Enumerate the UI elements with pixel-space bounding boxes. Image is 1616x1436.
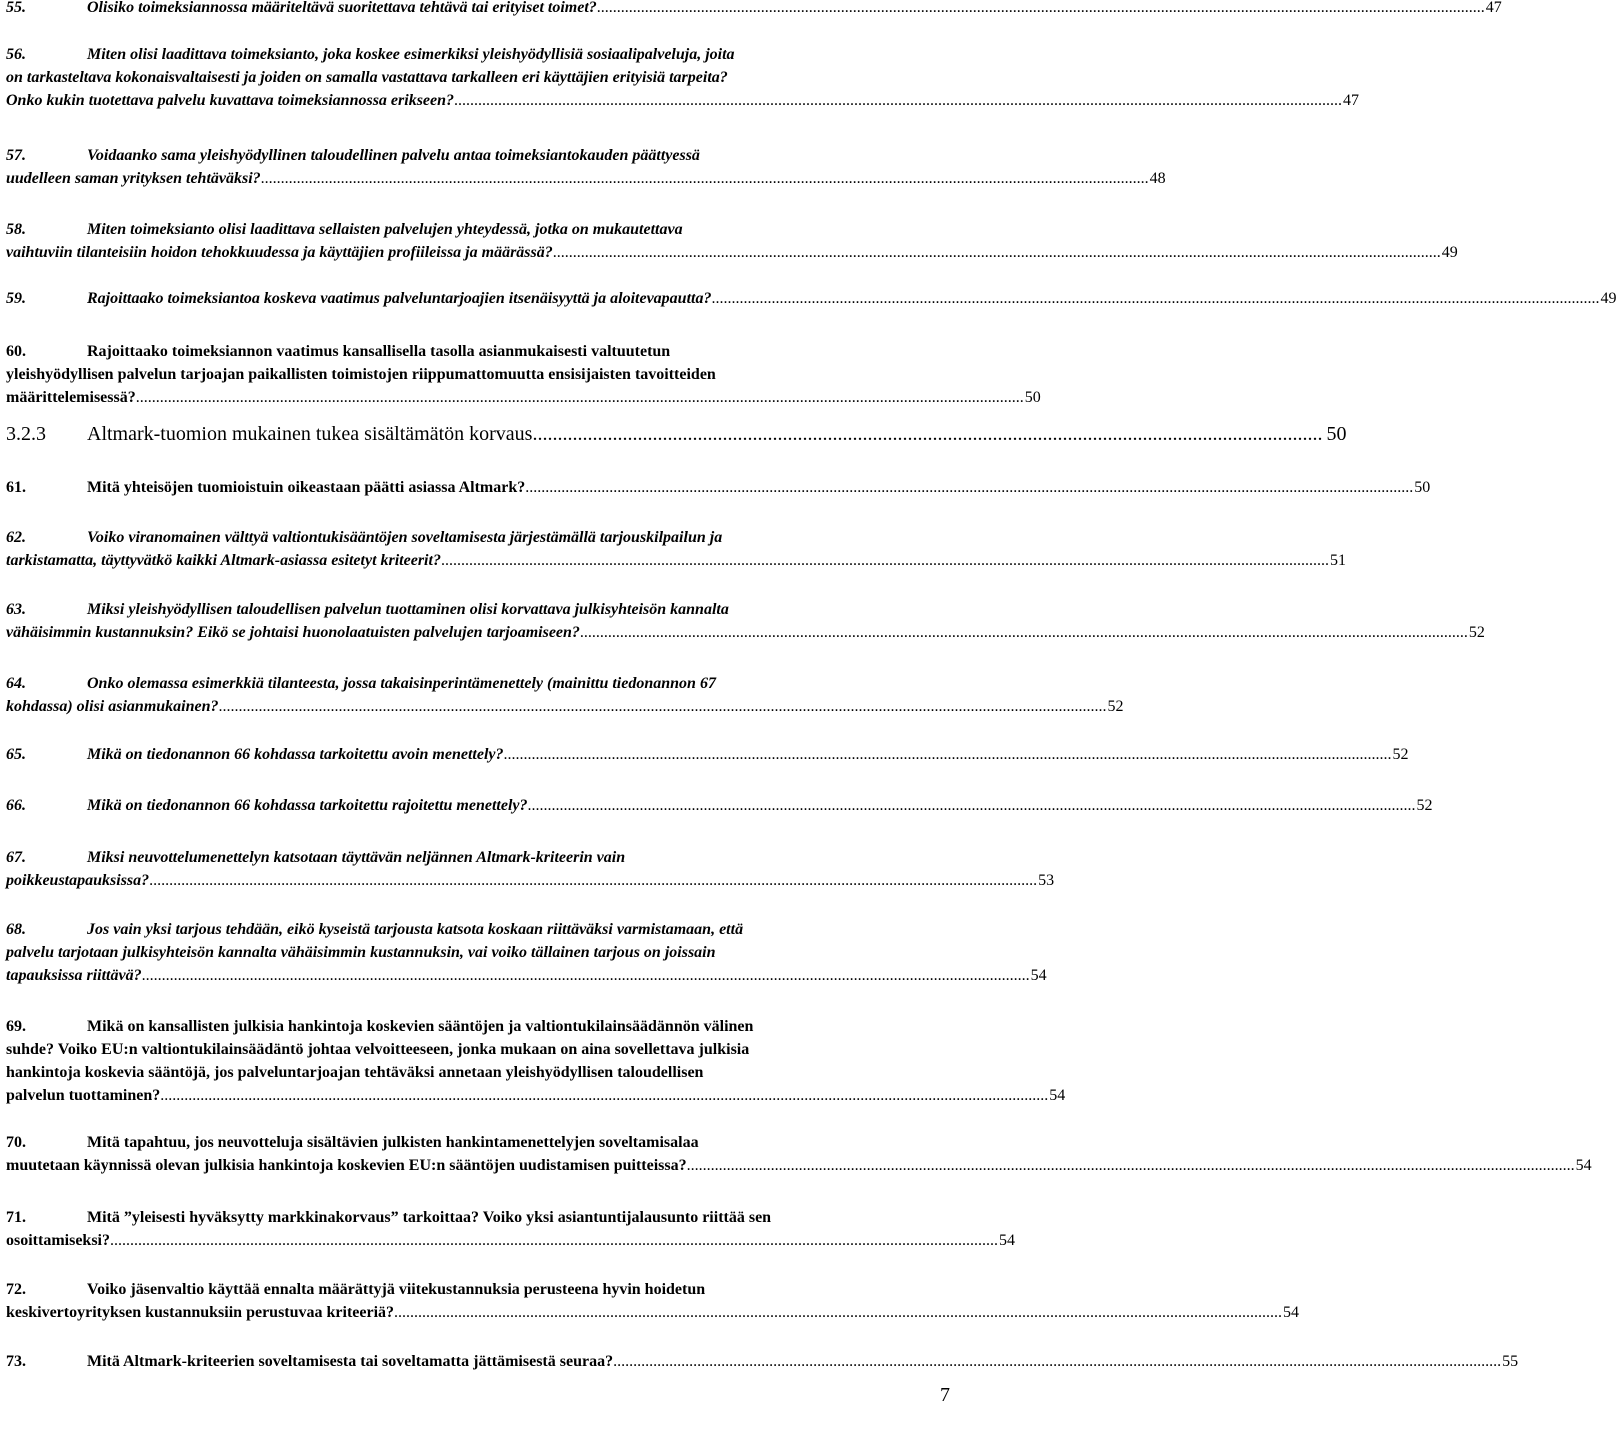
dot-leader (528, 794, 1416, 817)
toc-entry-61[interactable] (6, 476, 1431, 499)
toc-entry-70[interactable] (6, 1131, 1592, 1177)
dot-leader (110, 1229, 998, 1252)
toc-entry-57[interactable] (6, 144, 1166, 190)
dot-leader (525, 476, 1413, 499)
entry-number: 73. (6, 1353, 26, 1370)
entry-text: Miten toimeksianto olisi laadittava sellaisten palvelujen yhteydessä, jotka on mukautettava (87, 221, 683, 238)
toc-entry-55[interactable] (6, 0, 1502, 19)
entry-number: 72. (6, 1281, 26, 1298)
entry-text: palvelun tuottaminen? (6, 1087, 161, 1104)
entry-text: Voiko jäsenvaltio käyttää ennalta määrättyjä viitekustannuksia perusteena hyvin hoidetun (87, 1281, 706, 1298)
entry-text: on tarkasteltava kokonaisvaltaisesti ja joiden on samalla vastattava tarkalleen eri käyttäjien erityisiä tarpeita? (6, 69, 728, 86)
dot-leader (219, 695, 1107, 718)
entry-number: 62. (6, 529, 26, 546)
entry-text: Mitä tapahtuu, jos neuvotteluja sisältävien julkisten hankintamenettelyjen soveltamisalaa (87, 1134, 699, 1151)
page-number: 7 (940, 1384, 950, 1406)
entry-page: 55 (1502, 1353, 1519, 1370)
entry-text: Miksi neuvottelumenettelyn katsotaan täyttävän neljännen Altmark-kriteerin vain (87, 849, 626, 866)
dot-leader (454, 89, 1342, 112)
entry-number: 58. (6, 221, 26, 238)
entry-number: 67. (6, 849, 26, 866)
entry-page: 54 (1575, 1157, 1592, 1174)
dot-leader (580, 621, 1468, 644)
entry-text: Rajoittaako toimeksiannon vaatimus kansallisella tasolla asianmukaisesti valtuutetun (87, 343, 671, 360)
toc-entry-62[interactable] (6, 526, 1346, 572)
entry-page: 52 (1416, 797, 1433, 814)
entry-number: 65. (6, 746, 26, 763)
dot-leader (711, 287, 1599, 310)
entry-page: 52 (1468, 624, 1485, 641)
dot-leader (261, 167, 1149, 190)
dot-leader (687, 1154, 1575, 1177)
entry-page: 47 (1485, 0, 1502, 16)
entry-text: Mikä on tiedonannon 66 kohdassa tarkoitettu rajoitettu menettely? (87, 797, 528, 814)
toc-entry-71[interactable] (6, 1206, 1015, 1252)
entry-text: Rajoittaako toimeksiantoa koskeva vaatimus palveluntarjoajien itsenäisyyttä ja aloitevapautta? (87, 290, 712, 307)
dot-leader: .............................................................................................................................................................. (532, 423, 1323, 445)
toc-entry-56[interactable] (6, 43, 1360, 112)
section-page: 50 (1326, 423, 1347, 445)
entry-number: 66. (6, 797, 26, 814)
entry-page: 54 (1030, 967, 1047, 984)
entry-text: palvelu tarjotaan julkisyhteisön kannalta vähäisimmin kustannuksin, vai voiko tällainen tarjous on joissain (6, 944, 716, 961)
entry-text: tarkistamatta, täyttyvätkö kaikki Altmark-asiassa esitetyt kriteerit? (6, 552, 441, 569)
entry-number: 59. (6, 290, 26, 307)
entry-text: Miten olisi laadittava toimeksianto, joka koskee esimerkiksi yleishyödyllisiä sosiaalipalveluja, joita (87, 46, 735, 63)
entry-number: 56. (6, 46, 26, 63)
entry-text: Olisiko toimeksiannossa määriteltävä suoritettava tehtävä tai erityiset toimet? (87, 0, 597, 16)
dot-leader (597, 0, 1485, 19)
toc-section-heading[interactable] (6, 421, 1347, 447)
entry-page: 54 (999, 1232, 1015, 1249)
dot-leader (160, 1084, 1048, 1107)
toc-entry-63[interactable] (6, 598, 1485, 644)
entry-text: Mitä ”yleisesti hyväksytty markkinakorvaus” tarkoittaa? Voiko yksi asiantuntijalausunto riittää sen (87, 1209, 772, 1226)
entry-number: 61. (6, 479, 26, 496)
entry-text: Onko olemassa esimerkkiä tilanteesta, jossa takaisinperintämenettely (mainittu tiedonannon 67 (87, 675, 716, 692)
entry-text: Voidaanko sama yleishyödyllinen taloudellinen palvelu antaa toimeksiantokauden päättyessä (87, 147, 700, 164)
entry-text: muutetaan käynnissä olevan julkisia hankintoja koskevien EU:n sääntöjen uudistamisen puitteissa? (6, 1157, 687, 1174)
entry-page: 53 (1038, 872, 1055, 889)
entry-text: kohdassa) olisi asianmukainen? (6, 698, 219, 715)
toc-entry-67[interactable] (6, 846, 1055, 892)
dot-leader (149, 869, 1037, 892)
toc-entry-58[interactable] (6, 218, 1458, 264)
entry-text: yleishyödyllisen palvelun tarjoajan paikallisten toimistojen riippumattomuutta ensisijaisten tavoitteiden (6, 366, 716, 383)
toc-entry-69[interactable] (6, 1015, 1066, 1107)
entry-text: Onko kukin tuotettava palvelu kuvattava toimeksiannossa erikseen? (6, 92, 455, 109)
entry-text: Voiko viranomainen välttyä valtiontukisääntöjen soveltamisesta järjestämällä tarjouskilpailun ja (87, 529, 723, 546)
entry-text: Mikä on kansallisten julkisia hankintoja koskevien sääntöjen ja valtiontukilainsäädännön välinen (87, 1018, 754, 1035)
toc-entry-72[interactable] (6, 1278, 1300, 1324)
toc-entry-73[interactable] (6, 1350, 1519, 1373)
entry-number: 64. (6, 675, 26, 692)
entry-text: poikkeustapauksissa? (6, 872, 150, 889)
entry-text: hankintoja koskevia sääntöjä, jos palveluntarjoajan tehtäväksi annetaan yleishyödyllisen taloudellisen (6, 1064, 704, 1081)
entry-number: 69. (6, 1018, 26, 1035)
toc-entry-66[interactable] (6, 794, 1433, 817)
entry-text: uudelleen saman yrityksen tehtäväksi? (6, 170, 261, 187)
entry-page: 54 (1049, 1087, 1066, 1104)
entry-page: 51 (1329, 552, 1346, 569)
dot-leader (613, 1350, 1501, 1373)
entry-number: 63. (6, 601, 26, 618)
dot-leader (441, 549, 1329, 572)
entry-text: keskivertoyrityksen kustannuksiin perustuvaa kriteeriä? (6, 1304, 395, 1321)
dot-leader (504, 743, 1392, 766)
toc-entry-68[interactable] (6, 918, 1047, 987)
entry-text: vaihtuviin tilanteisiin hoidon tehokkuudessa ja käyttäjien profiileissa ja määrässä? (6, 244, 553, 261)
section-title: Altmark-tuomion mukainen tukea sisältämätön korvaus (87, 423, 533, 445)
entry-text: määrittelemisessä? (6, 389, 136, 406)
entry-text: suhde? Voiko EU:n valtiontukilainsäädäntö johtaa velvoitteeseen, jonka mukaan on aina sovellettava julkisia (6, 1041, 750, 1058)
entry-text: vähäisimmin kustannuksin? Eikö se johtaisi huonolaatuisten palvelujen tarjoamiseen? (6, 624, 580, 641)
entry-text: tapauksissa riittävä? (6, 967, 142, 984)
toc-entry-59[interactable] (6, 287, 1616, 310)
entry-number: 57. (6, 147, 26, 164)
entry-text: Mikä on tiedonannon 66 kohdassa tarkoitettu avoin menettely? (87, 746, 504, 763)
entry-page: 50 (1024, 389, 1041, 406)
entry-page: 54 (1283, 1304, 1300, 1321)
entry-page: 50 (1414, 479, 1431, 496)
toc-entry-64[interactable] (6, 672, 1124, 718)
entry-page: 52 (1392, 746, 1409, 763)
entry-page: 49 (1600, 290, 1616, 307)
section-number: 3.2.3 (6, 423, 46, 445)
entry-page: 48 (1149, 170, 1166, 187)
entry-number: 70. (6, 1134, 26, 1151)
entry-text: osoittamiseksi? (6, 1232, 110, 1249)
entry-page: 47 (1343, 92, 1360, 109)
dot-leader (553, 241, 1441, 264)
entry-number: 71. (6, 1209, 26, 1226)
entry-number: 55. (6, 0, 26, 16)
entry-number: 68. (6, 921, 26, 938)
dot-leader (142, 964, 1030, 987)
entry-text: Jos vain yksi tarjous tehdään, eikö kyseistä tarjousta katsota koskaan riittäväksi varmistamaan, että (87, 921, 744, 938)
entry-text: Mitä yhteisöjen tuomioistuin oikeastaan päätti asiassa Altmark? (87, 479, 526, 496)
dot-leader (394, 1301, 1282, 1324)
entry-text: Miksi yleishyödyllisen taloudellisen palvelun tuottaminen olisi korvattava julkisyhteisön kannalta (87, 601, 729, 618)
dot-leader (136, 386, 1024, 409)
toc-entry-65[interactable] (6, 743, 1409, 766)
entry-text: Mitä Altmark-kriteerien soveltamisesta tai soveltamatta jättämisestä seuraa? (87, 1353, 614, 1370)
entry-number: 60. (6, 343, 26, 360)
entry-page: 49 (1441, 244, 1458, 261)
toc-entry-60[interactable] (6, 340, 1041, 409)
entry-page: 52 (1107, 698, 1124, 715)
